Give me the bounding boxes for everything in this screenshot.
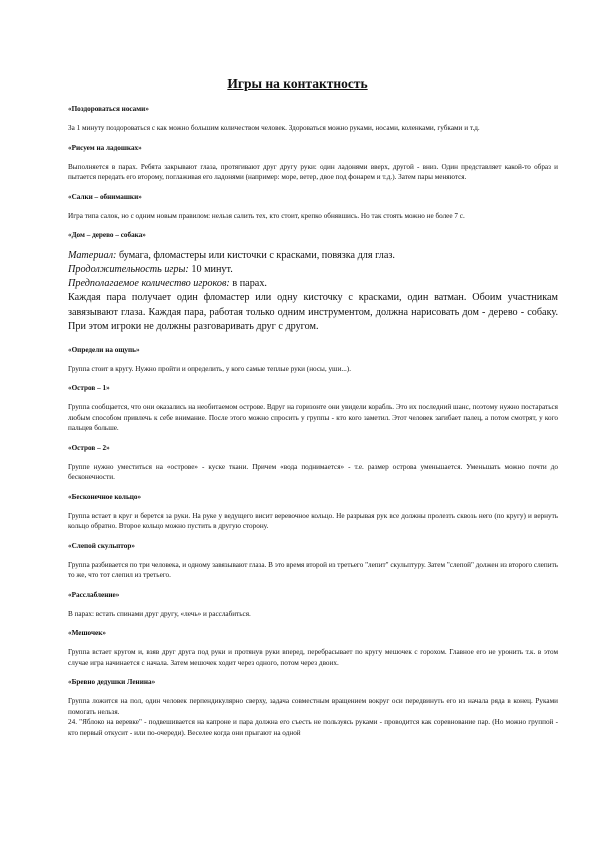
section-text: Группе нужно уместиться на «острове» - куске ткани. Причем «вода поднимается» - т.е. размер острова уменьшается. Уменьшать можно почти до бесконечности. xyxy=(68,462,558,481)
document-body xyxy=(68,104,558,738)
section-heading: «Определи на ощупь» xyxy=(68,345,140,354)
section-heading: «Расслабление» xyxy=(68,590,120,599)
section-heading: «Рисуем на ладошках» xyxy=(68,143,142,152)
section-text: Группа разбивается по три человека, и одному завязывают глаза. В это время второй из третьего "лепит" скульптуру. Затем "слепой" должен из второго слепить то же, что тот слепил из третьего. xyxy=(68,560,558,579)
material-value: бумага, фломастеры или кисточки с красками, повязка для глаз. xyxy=(116,250,395,261)
section-text: За 1 минуту поздороваться с как можно большим количеством человек. Здороваться можно руками, носами, коленками, губками и т.д. xyxy=(68,124,480,132)
section-text: Группа ложится на пол, один человек перпендикулярно сверху, задача совместным вращением вокруг оси передвинуть его из начала ряда в конец. Руками помогать нельзя. xyxy=(68,697,558,716)
section-heading: «Остров – 2» xyxy=(68,443,110,452)
section-text: Группа стоит в кругу. Нужно пройти и определить, у кого самые теплые руки (носы, уши...). xyxy=(68,364,351,373)
section-text: Выполняется в парах. Ребята закрывают глаза, протягивают друг другу руки: один ладонями вверх, другой - вниз. Один представляет какой-то образ и пытается передать его второму, поглаживая его ладонями (например: море, ветер, двое под фонарем и т.д.). Затем пары меняются. xyxy=(68,162,558,181)
section-heading: «Мешочек» xyxy=(68,629,106,637)
section-text: Группа встает кругом и, взяв друг друга под руки и протянув руки вперед, перебрасывает по кругу мешочек с горохом. Главное его не уронить т.к. в этом случае игра начинается с начала. Затем мешочек ходит через одного, потом через двоих. xyxy=(68,648,558,667)
players-line xyxy=(68,277,558,291)
players-value: в парах. xyxy=(229,278,267,289)
section-text: 24. "Яблоко на веревке" - подвешивается на капроне и пара должна его съесть не пользуясь руками - проводится как соревнование пар. (Но можно группой - кто первый откусит - или по-очереди). Веселее когда они прыгают на одной xyxy=(68,718,558,737)
section-text: Каждая пара получает один фломастер или одну кисточку с красками, один ватман. Обоим участникам завязывают глаза. Каждая пара, работая только одним инструментом, должна нарисовать дом - дерево - собаку. При этом игроки не должны разговаривать друг с другом. xyxy=(68,292,558,332)
duration-label: Продолжительность игры: xyxy=(68,264,189,275)
section-heading: «Салки – обнимашки» xyxy=(68,192,142,201)
section-text: Группа встает в круг и берется за руки. На руке у ведущего висит веревочное кольцо. Не разрывая рук все должны пролезть сквозь него (по кругу) и вернуть кольцо обратно. Второе кольцо можно пустить в другую сторону. xyxy=(68,511,558,530)
material-label: Материал: xyxy=(68,250,117,261)
section-heading: «Бревно дедушки Ленина» xyxy=(68,678,156,686)
section-heading: «Слепой скульптор» xyxy=(68,541,135,550)
duration-line xyxy=(68,263,558,277)
section-heading: «Бесконечное кольцо» xyxy=(68,492,142,501)
duration-value: 10 минут. xyxy=(188,264,233,275)
section-text: В парах: встать спинами друг другу, «лечь» и расслабиться. xyxy=(68,609,251,618)
game-details xyxy=(68,249,558,335)
page-title: Игры на контактность xyxy=(227,76,368,91)
material-line xyxy=(68,249,558,263)
section-text: Группа сообщается, что они оказались на необитаемом острове. Вдруг на горизонте они увидели корабль. Это их последний шанс, поэтому нужно постараться любым способом привлечь к себе внимание. После этого можно спросить у группы - кто кого заметил. Этот человек загибает палец, а потом смотрят, у кого пальцев больше. xyxy=(68,403,558,432)
section-heading: «Остров – 1» xyxy=(68,384,110,392)
section-text: Игра типа салок, но с одним новым правилом: нельзя салить тех, кто стоит, крепко обнявшись. Но так стоять можно не более 7 с. xyxy=(68,211,465,220)
section-heading: «Поздороваться носами» xyxy=(68,105,149,113)
players-label: Предполагаемое количество игроков: xyxy=(68,278,230,289)
section-heading: «Дом – дерево – собака» xyxy=(68,231,146,239)
